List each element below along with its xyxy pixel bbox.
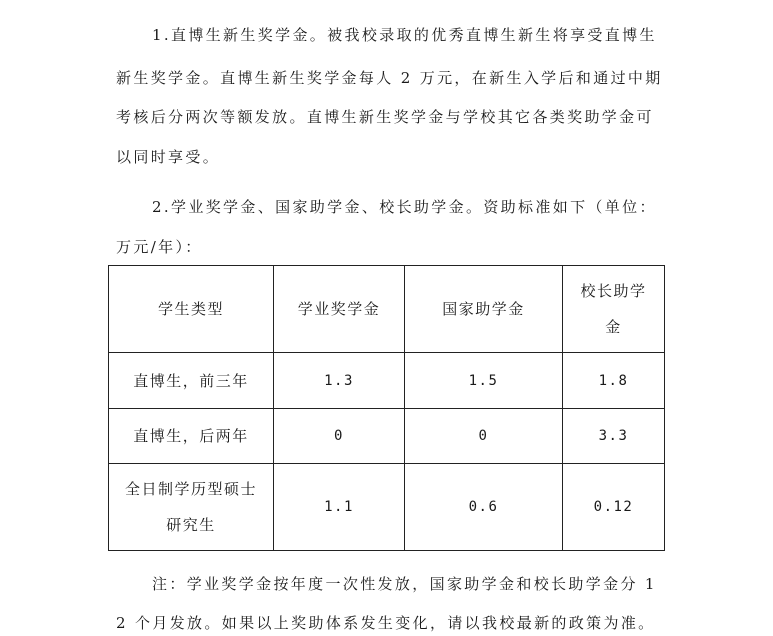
row1-type: 直博生，前三年: [109, 353, 274, 409]
table-row: [109, 464, 665, 551]
paragraph2-line-2: 万元/年）：: [116, 238, 203, 256]
row1-national: 1.5: [405, 353, 563, 409]
paragraph2-line-1: 2.学业奖学金、国家助学金、校长助学金。资助标准如下（单位：: [152, 198, 657, 216]
table-row: [109, 353, 665, 409]
paragraph1-line-2: 新生奖学金。直博生新生奖学金每人 2 万元，在新生入学后和通过中期: [116, 69, 663, 87]
header-president-grant: 校长助学金: [563, 266, 665, 353]
note-line-2: 2 个月发放。如果以上奖助体系发生变化，请以我校最新的政策为准。: [116, 614, 656, 632]
row3-academic: 1.1: [274, 464, 405, 551]
aid-standards-table: [108, 265, 665, 551]
note-line-1: 注：学业奖学金按年度一次性发放，国家助学金和校长助学金分 1: [152, 575, 657, 593]
header-student-type: 学生类型: [109, 266, 274, 353]
table-header-row: [109, 266, 665, 353]
row2-national: 0: [405, 409, 563, 464]
row2-type: 直博生，后两年: [109, 409, 274, 464]
row3-national: 0.6: [405, 464, 563, 551]
row3-type: 全日制学历型硕士研究生: [109, 464, 274, 551]
paragraph1-line-3: 考核后分两次等额发放。直博生新生奖学金与学校其它各类奖助学金可: [116, 108, 654, 126]
paragraph1-line-4: 以同时享受。: [116, 148, 221, 166]
header-academic-scholarship: 学业奖学金: [274, 266, 405, 353]
row3-president: 0.12: [563, 464, 665, 551]
header-national-grant: 国家助学金: [405, 266, 563, 353]
row1-academic: 1.3: [274, 353, 405, 409]
row2-president: 3.3: [563, 409, 665, 464]
paragraph1-line-1: 1.直博生新生奖学金。被我校录取的优秀直博生新生将享受直博生: [152, 26, 657, 44]
row2-academic: 0: [274, 409, 405, 464]
table-row: [109, 409, 665, 464]
row1-president: 1.8: [563, 353, 665, 409]
